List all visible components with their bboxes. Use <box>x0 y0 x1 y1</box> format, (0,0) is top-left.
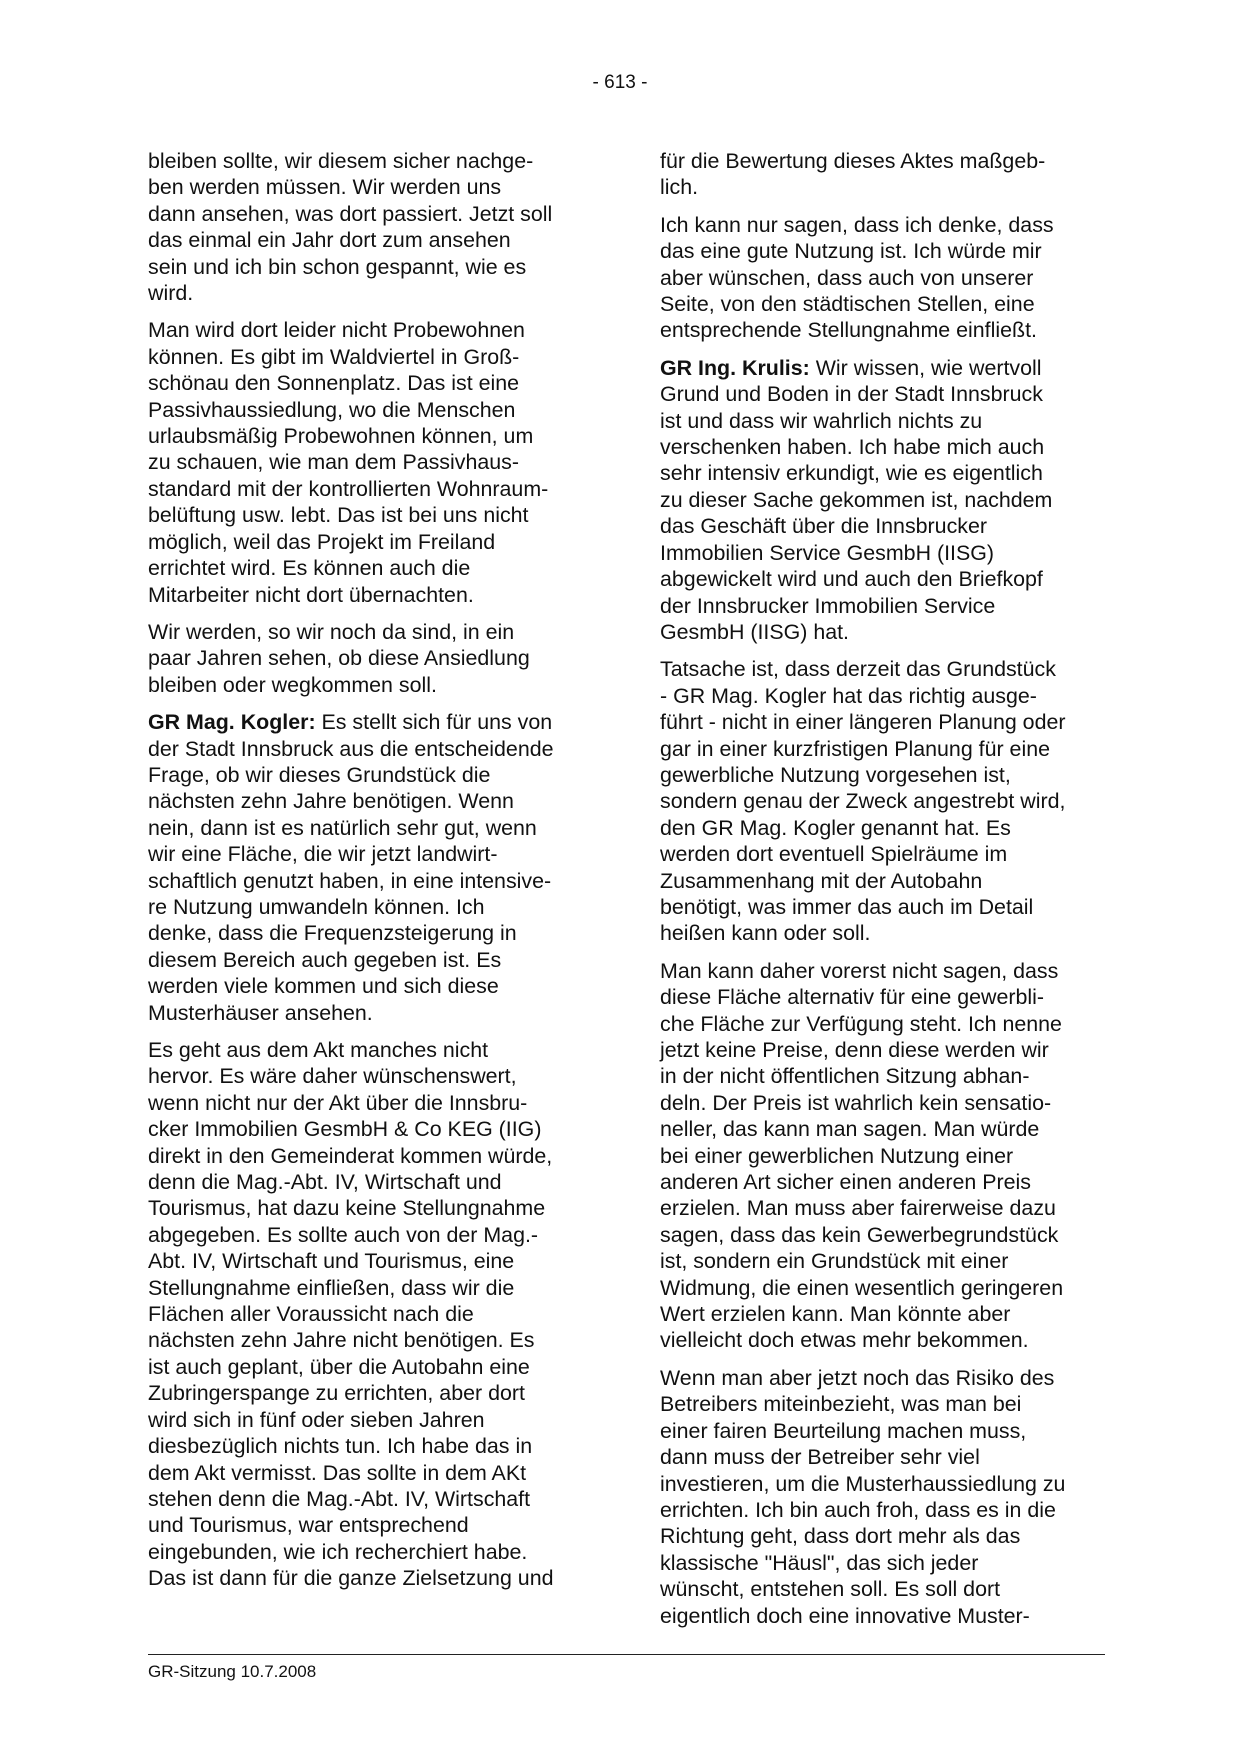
paragraph: Man kann daher vorerst nicht sagen, dass diese Fläche alternativ für eine gewerbli- che Fläche zur Verfügung steht. Ich nenne jetzt keine Preise, denn diese werden wir in der nicht öffentlichen Sitzung abhan- deln. Der Preis ist wahrlich kein sensatio- neller, das kann man sagen. Man würde bei einer gewerblichen Nutzung einer anderen Art sicher einen anderen Preis erzielen. Man muss aber fairerweise dazu sagen, dass das kein Gewerbegrundstück ist, sondern ein Grundstück mit einer Widmung, die einen wesentlich geringeren Wert erzielen kann. Man könnte aber vielleicht doch etwas mehr bekommen. <box>660 958 1064 1353</box>
paragraph: Tatsache ist, dass derzeit das Grundstück - GR Mag. Kogler hat das richtig ausge- führt - nicht in einer längeren Planung oder gar in einer kurzfristigen Planung für eine gewerbliche Nutzung vorgesehen ist, sondern genau der Zweck angestrebt wird, den GR Mag. Kogler genannt hat. Es werden dort eventuell Spielräume im Zusammenhang mit der Autobahn benötigt, was immer das auch im Detail heißen kann oder soll. <box>660 657 1066 946</box>
paragraph: Man wird dort leider nicht Probewohnen können. Es gibt im Waldviertel in Groß- schönau den Sonnenplatz. Das ist eine Passivhaussiedlung, wo die Menschen urlaubsmäßig Probewohnen können, um zu schauen, wie man dem Passivhaus- standard mit der kontrollierten Wohnraum- belüftung usw. lebt. Das ist bei uns nicht möglich, weil das Projekt im Freiland errichtet wird. Es können auch die Mitarbeiter nicht dort übernachten. <box>148 318 549 607</box>
speech-paragraph <box>660 355 1105 645</box>
speaker-name: GR Mag. Kogler: <box>148 710 316 735</box>
paragraph: Ich kann nur sagen, dass ich denke, dass das eine gute Nutzung ist. Ich würde mir aber wünschen, dass auch von unserer Seite, von den städtischen Stellen, eine entsprechende Stellungnahme einfließt. <box>660 212 1054 343</box>
speaker-name: GR Ing. Krulis: <box>660 355 810 380</box>
paragraph: Wenn man aber jetzt noch das Risiko des Betreibers miteinbezieht, was man bei einer fairen Beurteilung machen muss, dann muss der Betreiber sehr viel investieren, um die Musterhaussiedlung zu errichten. Ich bin auch froh, dass es in die Richtung geht, dass dort mehr als das klassische "Häusl", das sich jeder wünscht, entstehen soll. Es soll dort eigentlich doch eine innovative Muster- <box>660 1365 1066 1628</box>
speech-text: Es stellt sich für uns von der Stadt Innsbruck aus die entscheidende Frage, ob wir dieses Grundstück die nächsten zehn Jahre benötigen. Wenn nein, dann ist es natürlich sehr gut, wenn wir eine Fläche, die wir jetzt landwirt- schaftlich genutzt haben, in eine intensive- re Nutzung umwandeln können. Ich denke, dass die Frequenzsteigerung in diesem Bereich auch gegeben ist. Es werden viele kommen und sich diese Musterhäuser ansehen. <box>148 710 554 1025</box>
paragraph: Es geht aus dem Akt manches nicht hervor. Es wäre daher wünschenswert, wenn nicht nur der Akt über die Innsbru- cker Immobilien GesmbH & Co KEG (IIG) direkt in den Gemeinderat kommen würde, denn die Mag.-Abt. IV, Wirtschaft und Tourismus, hat dazu keine Stellungnahme abgegeben. Es sollte auch von der Mag.- Abt. IV, Wirtschaft und Tourismus, eine Stellungnahme einfließen, dass wir die Flächen aller Voraussicht nach die nächsten zehn Jahre nicht benötigen. Es ist auch geplant, über die Autobahn eine Zubringerspange zu errichten, aber dort wird sich in fünf oder sieben Jahren diesbezüglich nichts tun. Ich habe das in dem Akt vermisst. Das sollte in dem AKt stehen denn die Mag.-Abt. IV, Wirtschaft und Tourismus, war entsprechend eingebunden, wie ich recherchiert habe. Das ist dann für die ganze Zielsetzung und <box>148 1038 554 1591</box>
right-column <box>660 148 1105 1640</box>
footer-divider <box>148 1654 1105 1655</box>
paragraph: Wir werden, so wir noch da sind, in ein paar Jahren sehen, ob diese Ansiedlung bleiben oder wegkommen soll. <box>148 619 530 697</box>
footer-text: GR-Sitzung 10.7.2008 <box>148 1662 317 1681</box>
speech-text: Wir wissen, wie wertvoll Grund und Boden in der Stadt Innsbruck ist und dass wir wahrlich nichts zu verschenken haben. Ich habe mich auch sehr intensiv erkundigt, wie es eigentlich zu dieser Sache gekommen ist, nachdem das Geschäft über die Innsbrucker Immobilien Service GesmbH (IISG) abgewickelt wird und auch den Briefkopf der Innsbrucker Immobilien Service GesmbH (IISG) hat. <box>660 355 1053 644</box>
left-column <box>148 148 596 1603</box>
speech-paragraph <box>148 709 596 1026</box>
page-number: - 613 - <box>592 72 648 93</box>
paragraph: für die Bewertung dieses Aktes maßgeb- lich. <box>660 149 1046 200</box>
paragraph: bleiben sollte, wir diesem sicher nachge- ben werden müssen. Wir werden uns dann ansehen, was dort passiert. Jetzt soll das einmal ein Jahr dort zum ansehen sein und ich bin schon gespannt, wie es wird. <box>148 149 553 306</box>
